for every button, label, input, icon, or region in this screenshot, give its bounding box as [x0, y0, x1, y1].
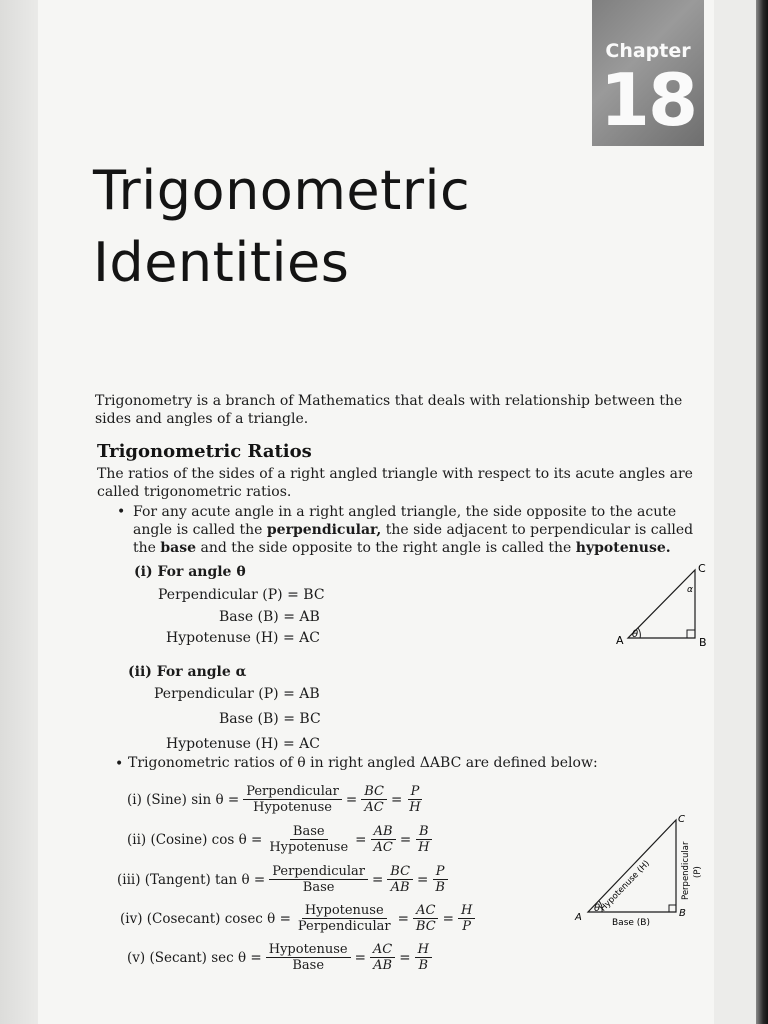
frac-den: B — [418, 958, 429, 973]
frac-num: H — [458, 903, 475, 919]
def-label: (v) (Secant) sec θ = — [127, 949, 262, 966]
frac-num: AC — [413, 903, 438, 919]
theta-label: θ — [632, 629, 639, 640]
frac-num: Perpendicular — [243, 784, 342, 800]
def-label: (i) (Sine) sin θ = — [127, 791, 240, 808]
theta-base: Base (B) = AB — [219, 609, 320, 625]
equals: = — [355, 831, 367, 848]
fraction-symbols — [415, 942, 432, 973]
frac-den: AB — [390, 880, 410, 895]
theta-perpendicular: Perpendicular (P) = BC — [158, 587, 325, 603]
definition-cosine — [127, 824, 432, 855]
def-label: (iii) (Tangent) tan θ = — [117, 871, 266, 888]
triangle-abc — [628, 570, 695, 638]
frac-den: H — [418, 840, 430, 855]
frac-num: Hypotenuse — [302, 903, 387, 919]
frac-den: Perpendicular — [297, 919, 391, 934]
fraction-words — [266, 942, 351, 973]
fraction-sides — [387, 864, 413, 895]
vertex-c-label: C — [678, 814, 685, 825]
term-hypotenuse: hypotenuse. — [575, 540, 671, 556]
frac-den: H — [409, 800, 421, 815]
alpha-label: α — [687, 585, 693, 595]
chapter-title — [93, 155, 470, 299]
triangle-figure-2 — [570, 808, 710, 932]
frac-num: BC — [361, 784, 387, 800]
fraction-words — [295, 903, 394, 934]
vertex-c-label: C — [698, 562, 706, 575]
frac-den: AB — [373, 958, 393, 973]
ratios-intro: Trigonometric ratios of θ in right angled ΔABC are defined below: — [128, 755, 598, 771]
vertex-a-label: A — [616, 634, 624, 647]
frac-num: P — [408, 784, 423, 800]
term-base: base — [160, 540, 197, 556]
fraction-symbols — [458, 903, 475, 934]
frac-num: Base — [290, 824, 328, 840]
fraction-sides — [370, 824, 395, 855]
section-paragraph: The ratios of the sides of a right angled triangle with respect to its acute angles are called trigonometric ratios. — [97, 466, 693, 500]
chapter-title-line-2: Identities — [93, 231, 350, 294]
alpha-perpendicular: Perpendicular (P) = AB — [154, 686, 320, 702]
frac-num: H — [415, 942, 432, 958]
angle-alpha-heading: (ii) For angle α — [128, 664, 247, 680]
hypotenuse-label: Hypotenuse (H) — [598, 858, 652, 914]
right-angle-mark — [669, 905, 676, 912]
vertex-a-label: A — [575, 912, 582, 923]
fraction-words — [266, 824, 351, 855]
definition-sine — [127, 784, 424, 815]
frac-num: B — [416, 824, 432, 840]
equals: = — [371, 871, 384, 888]
page-edge — [756, 0, 768, 1024]
theta-hypotenuse: Hypotenuse (H) = AC — [166, 630, 320, 646]
chapter-tab — [592, 0, 704, 146]
frac-den: Hypotenuse — [253, 800, 332, 815]
intro-paragraph: Trigonometry is a branch of Mathematics that deals with relationship between the sides and angles of a triangle. — [95, 393, 683, 427]
frac-num: AC — [370, 942, 395, 958]
frac-den: AC — [364, 800, 384, 815]
bullet-definitions — [133, 503, 710, 557]
equals: = — [399, 831, 412, 848]
angle-arc — [638, 628, 640, 638]
bullet-dot-2: • — [115, 756, 124, 772]
alpha-hypotenuse: Hypotenuse (H) = AC — [166, 736, 320, 752]
frac-num: P — [433, 864, 448, 880]
vertex-b-label: B — [679, 908, 686, 919]
angle-theta-heading: (i) For angle θ — [134, 564, 246, 580]
chapter-label: Chapter — [605, 40, 691, 62]
equals: = — [397, 910, 409, 927]
bullet-text-1: For any acute angle in a right angled triangle, the side opposite to the acute angle is called the — [133, 504, 677, 538]
fraction-words — [243, 784, 342, 815]
frac-den: Base — [302, 880, 335, 895]
base-label: Base (B) — [612, 918, 650, 928]
definition-cosecant — [120, 903, 475, 934]
perpendicular-label: Perpendicular — [681, 841, 691, 900]
equals: = — [345, 791, 358, 808]
perpendicular-symbol: (P) — [693, 866, 703, 878]
frac-num: Hypotenuse — [266, 942, 351, 958]
fraction-sides — [370, 942, 395, 973]
equals: = — [354, 949, 366, 966]
fraction-symbols — [432, 864, 448, 895]
fraction-sides — [413, 903, 439, 934]
frac-num: Perpendicular — [269, 864, 368, 880]
bullet-text-3: and the side opposite to the right angle is called the — [196, 540, 576, 556]
equals: = — [442, 910, 454, 927]
frac-num: BC — [387, 864, 413, 880]
def-label: (ii) (Cosine) cos θ = — [127, 831, 263, 848]
chapter-number: 18 — [599, 58, 697, 142]
fraction-symbols — [415, 824, 432, 855]
triangle-abc-labelled — [588, 820, 676, 912]
equals: = — [399, 949, 411, 966]
term-perpendicular: perpendicular, — [266, 522, 382, 538]
equals: = — [417, 871, 429, 888]
frac-num: AB — [371, 824, 396, 840]
frac-den: AC — [373, 840, 393, 855]
alpha-base: Base (B) = BC — [219, 711, 321, 727]
right-angle-mark — [687, 630, 695, 638]
frac-den: Hypotenuse — [269, 840, 349, 855]
fraction-symbols — [406, 784, 423, 815]
theta-label: θ — [594, 903, 601, 914]
equals: = — [390, 791, 403, 808]
chapter-title-line-1: Trigonometric — [93, 159, 471, 222]
bullet-text-2: the side adjacent to perpendicular is called the — [133, 522, 694, 556]
triangle-figure-1 — [610, 562, 716, 650]
section-heading: Trigonometric Ratios — [97, 441, 312, 462]
definition-tangent — [117, 864, 448, 895]
frac-den: B — [435, 880, 445, 895]
fraction-words — [269, 864, 368, 895]
fraction-sides — [361, 784, 387, 815]
bullet-dot: • — [117, 504, 126, 520]
def-label: (iv) (Cosecant) cosec θ = — [120, 910, 291, 927]
frac-den: BC — [415, 919, 436, 934]
frac-den: P — [462, 919, 472, 934]
vertex-b-label: B — [699, 636, 707, 649]
frac-den: Base — [292, 958, 325, 973]
definition-secant — [127, 942, 432, 973]
